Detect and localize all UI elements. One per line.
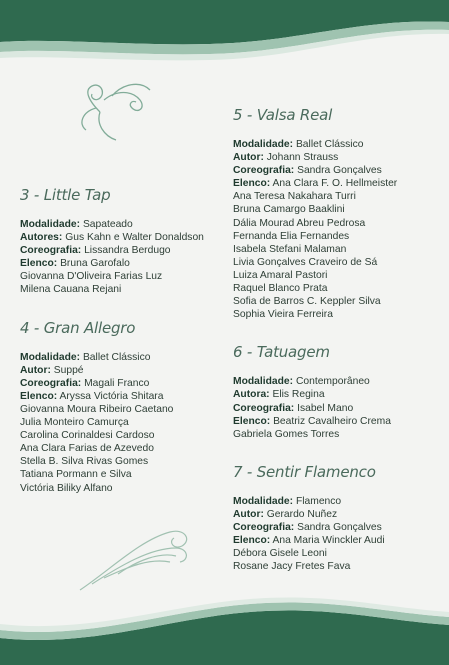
credit-value: Ballet Clássico [293, 139, 364, 150]
section-little-tap [20, 186, 235, 297]
credit-label: Coreografia: [20, 245, 82, 257]
left-column [20, 186, 235, 517]
credit-value: Gerardo Nuñez [263, 508, 338, 520]
credit-value: Sophia Vieira Ferreira [233, 309, 333, 321]
credit-value: Johann Strauss [263, 152, 339, 164]
credit-line [20, 231, 235, 244]
section-valsa-real [233, 106, 448, 321]
credit-line [233, 495, 448, 508]
swirl-ornament-top [82, 84, 150, 140]
credit-label: Autora: [233, 389, 270, 401]
section-lines [20, 218, 235, 297]
cast-member [233, 282, 448, 295]
section-lines [20, 351, 235, 495]
credit-label: Modalidade: [20, 351, 81, 363]
right-column [233, 106, 448, 595]
credit-value: Ana Clara Farias de Azevedo [20, 443, 154, 455]
credit-value: Milena Cauana Rejani [20, 284, 122, 296]
credit-line [20, 377, 235, 390]
credit-line [20, 257, 235, 270]
credit-value: Elis Regina [269, 389, 325, 401]
credit-value: Tatiana Pormann e Silva [20, 469, 132, 481]
cast-member [20, 442, 235, 455]
cast-member [233, 190, 448, 203]
credit-value: Gus Kahn e Walter Donaldson [62, 232, 204, 244]
credit-label: Autores: [20, 232, 63, 244]
credit-value: Carolina Corinaldesi Cardoso [20, 430, 155, 442]
cast-member [233, 256, 448, 269]
credit-label: Elenco: [20, 258, 58, 270]
credit-value: Sapateado [80, 219, 133, 230]
credit-line [20, 218, 235, 231]
credit-value: Ana Teresa Nakahara Turri [233, 191, 356, 203]
credit-line [233, 151, 448, 164]
credit-value: Julia Monteiro Camurça [20, 417, 129, 429]
section-title: 7 - Sentir Flamenco [233, 462, 376, 481]
credit-value: Magali Franco [81, 377, 150, 389]
credit-value: Sofia de Barros C. Keppler Silva [233, 296, 381, 308]
credit-value: Isabel Mano [294, 402, 354, 414]
credit-value: Bruna Camargo Baaklini [233, 204, 345, 216]
credit-value: Ballet Clássico [80, 351, 151, 363]
credit-value: Aryssa Victória Shitara [57, 390, 164, 402]
section-title: 4 - Gran Allegro [20, 318, 136, 337]
cast-member [20, 416, 235, 429]
cast-member [20, 403, 235, 416]
credit-value: Débora Gisele Leoni [233, 548, 327, 560]
credit-label: Elenco: [233, 178, 271, 190]
cast-member [233, 243, 448, 256]
cast-member [233, 203, 448, 216]
credit-line [233, 138, 448, 151]
credit-line [233, 164, 448, 177]
credit-value: Stella B. Silva Rivas Gomes [20, 456, 149, 468]
credit-value: Lissandra Berdugo [81, 245, 171, 257]
credit-line [233, 415, 448, 428]
section-sentir-flamenco [233, 463, 448, 574]
credit-line [20, 244, 235, 257]
section-lines [233, 138, 448, 321]
credit-label: Modalidade: [233, 495, 294, 507]
top-wave-band [0, 0, 449, 60]
section-title: 5 - Valsa Real [233, 106, 333, 124]
cast-member [233, 547, 448, 560]
credit-value: Beatriz Cavalheiro Crema [270, 415, 391, 427]
credit-label: Elenco: [20, 390, 58, 402]
credit-value: Sandra Gonçalves [294, 521, 382, 533]
section-lines [233, 495, 448, 574]
cast-member [20, 283, 235, 296]
credit-value: Sandra Gonçalves [294, 165, 382, 177]
credit-value: Dália Mourad Abreu Pedrosa [233, 217, 366, 229]
credit-label: Modalidade: [233, 139, 294, 150]
credit-value: Raquel Blanco Prata [233, 283, 328, 295]
credit-value: Ana Maria Winckler Audi [270, 535, 385, 547]
credit-value: Luiza Amaral Pastori [233, 269, 328, 281]
credit-label: Elenco: [233, 535, 271, 547]
bottom-wave-band [0, 598, 449, 665]
credit-value: Isabela Stefani Malaman [233, 243, 347, 255]
credit-label: Autor: [20, 364, 51, 376]
credit-value: Gabriela Gomes Torres [233, 428, 340, 440]
swirl-ornament-bottom [80, 531, 187, 590]
credit-line [233, 534, 448, 547]
cast-member [233, 295, 448, 308]
section-title: 3 - Little Tap [20, 186, 111, 204]
credit-label: Modalidade: [20, 219, 81, 230]
credit-label: Coreografia: [233, 521, 295, 533]
credit-line [20, 351, 235, 364]
cast-member [20, 429, 235, 442]
cast-member [233, 269, 448, 282]
credit-value: Giovanna D'Oliveira Farias Luz [20, 271, 163, 283]
credit-line [233, 402, 448, 415]
credit-value: Giovanna Moura Ribeiro Caetano [20, 403, 174, 415]
credit-value: Suppé [50, 364, 84, 376]
credit-line [233, 388, 448, 401]
section-title: 6 - Tatuagem [233, 343, 330, 362]
section-gran-allegro [20, 319, 235, 495]
credit-label: Autor: [233, 508, 264, 520]
credit-line [20, 390, 235, 403]
credit-line [20, 364, 235, 377]
credit-line [233, 177, 448, 190]
credit-value: Fernanda Elia Fernandes [233, 230, 350, 242]
cast-member [233, 428, 448, 441]
section-lines [233, 375, 448, 440]
credit-value: Rosane Jacy Fretes Fava [233, 561, 351, 573]
credit-line [233, 521, 448, 534]
cast-member [233, 217, 448, 230]
credit-label: Autor: [233, 152, 264, 164]
credit-value: Contemporâneo [293, 376, 370, 388]
credit-value: Livia Gonçalves Craveiro de Sá [233, 256, 378, 268]
credit-label: Modalidade: [233, 376, 294, 388]
credit-label: Coreografia: [233, 165, 295, 177]
credit-value: Bruna Garofalo [57, 258, 130, 270]
credit-label: Elenco: [233, 415, 271, 427]
credit-line [233, 375, 448, 388]
cast-member [233, 230, 448, 243]
section-tatuagem [233, 343, 448, 440]
cast-member [20, 468, 235, 481]
cast-member [20, 270, 235, 283]
credit-value: Victória Biliky Alfano [20, 482, 113, 494]
cast-member [20, 482, 235, 495]
credit-value: Flamenco [293, 495, 342, 507]
credit-line [233, 508, 448, 521]
credit-label: Coreografia: [233, 402, 295, 414]
credit-label: Coreografia: [20, 377, 82, 389]
credit-value: Ana Clara F. O. Hellmeister [270, 178, 398, 190]
cast-member [20, 455, 235, 468]
cast-member [233, 560, 448, 573]
cast-member [233, 308, 448, 321]
